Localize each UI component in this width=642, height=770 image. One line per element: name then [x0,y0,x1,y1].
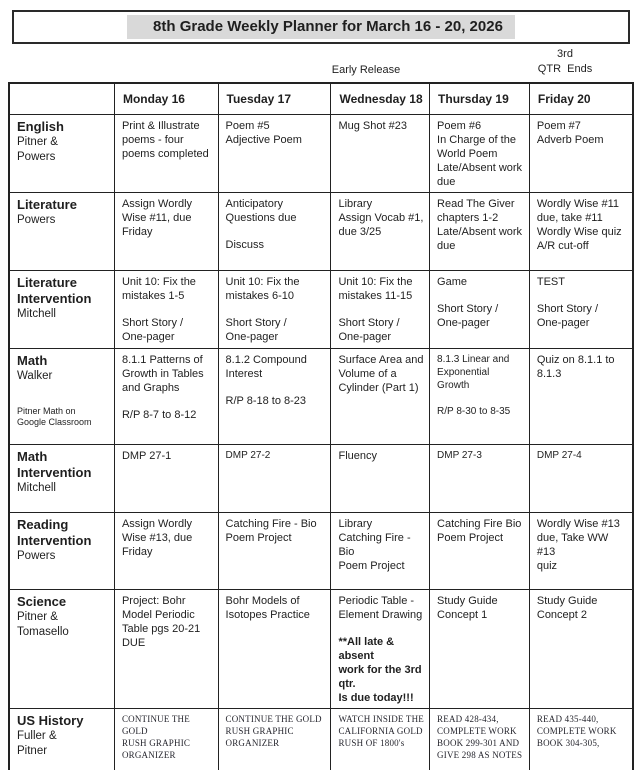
table-row [9,193,633,271]
cell-line: Study Guide [437,595,498,607]
table-row [9,513,633,590]
cell-line: Short Story / [225,317,287,329]
cell-line: 8.1.2 Compound [225,354,307,366]
cell-line: Library [338,518,373,530]
cell-line: Catching Fire Bio [437,518,522,530]
cell-line: quiz [536,560,558,572]
cell-line: due 3/25 [338,226,382,238]
cell-line: 8.1.1 Patterns of [121,354,203,366]
teacher-name: Pitner & [17,136,58,148]
table-cell [114,271,218,349]
cell-line: Concept 1 [437,609,488,621]
table-cell [529,445,633,513]
cell-line: Short Story / [536,303,599,315]
cell-line: R/P 8-7 to 8-12 [121,409,197,421]
cell-line: Poem Project [437,532,504,544]
cell-line: Questions due [225,212,297,224]
cell-emphasis-line: **All late & absent [338,636,395,662]
teacher-name: Mitchell [17,482,56,494]
subject-cell [9,445,114,513]
table-cell [114,590,218,709]
cell-line: BOOK 299-301 AND [437,738,520,748]
cell-emphasis-line: work for the 3rd qtr. [338,664,422,690]
teacher-name: Walker [17,370,53,382]
table-cell [114,709,218,770]
table-header [9,83,633,115]
table-cell [430,709,530,770]
table-cell [331,115,430,193]
cell-line: One-pager [536,317,590,329]
cell-line: ORGANIZER [121,750,176,760]
cell-line: due [437,240,456,252]
day-header: Monday 16 [114,83,218,115]
page-title: 8th Grade Weekly Planner for March 16 - 20, 2026 [127,15,515,39]
classroom-note [17,406,109,428]
cell-line: due [437,176,456,188]
cell-line: Wordly Wise quiz [536,226,622,238]
classroom-note-line: Google Classroom [17,417,92,427]
cell-line: One-pager [437,317,490,329]
table-row [9,349,633,445]
subject-cell [9,590,114,709]
table-cell [529,193,633,271]
cell-line: 8.1.3 Linear and [437,354,510,365]
cell-line: Print & Illustrate [121,120,200,132]
cell-line: Table pgs 20-21 [121,623,201,635]
cell-line: Periodic Table - [338,595,415,607]
cell-line: Unit 10: Fix the [338,276,413,288]
planner-table [8,82,634,770]
table-cell [218,513,331,590]
line-spacer [226,225,326,238]
cell-line: Quiz on 8.1.1 to [536,354,615,366]
subject-cell [9,271,114,349]
cell-line: Wise #13, due [121,532,193,544]
cell-line: Poem Project [225,532,292,544]
table-cell [430,193,530,271]
cell-line: Cylinder (Part 1) [338,382,419,394]
table-cell [114,445,218,513]
cell-line: and Graphs [121,382,180,394]
cell-line: 8.1.3 [536,368,562,380]
cell-line: Interest [225,368,263,380]
table-cell [430,590,530,709]
cell-line: Adverb Poem [536,134,604,146]
line-spacer [122,303,213,316]
cell-line: Read The Giver [437,198,515,210]
teacher-name: Pitner & [17,611,58,623]
qtr-ends-line2: QTR Ends [537,63,593,75]
cell-line: Exponential Growth [437,367,490,391]
cell-line: Project: Bohr [121,595,186,607]
teacher-name: Powers [17,214,56,226]
teacher-name: Powers [17,151,56,163]
line-spacer [338,303,424,316]
cell-line: Concept 2 [536,609,588,621]
cell-line: Model Periodic [121,609,195,621]
cell-line: A/R cut-off [536,240,589,252]
cell-line: CONTINUE THE GOLD [121,714,190,736]
subject-cell [9,115,114,193]
table-cell [529,590,633,709]
cell-line: R/P 8-30 to 8-35 [437,406,511,417]
cell-line: Late/Absent work [437,226,523,238]
table-cell [529,115,633,193]
teacher-name: Fuller & [17,730,57,742]
cell-line: poems - four [121,134,184,146]
table-row [9,271,633,349]
cell-line: Bohr Models of [225,595,300,607]
cell-line: DMP 27-2 [225,450,271,461]
cell-line: due, take #11 [536,212,603,224]
subject-label: Science [17,594,67,609]
cell-line: Late/Absent work [437,162,523,174]
cell-line: Poem Project [338,560,405,572]
cell-line: WATCH INSIDE THE [338,714,424,724]
cell-line: Assign Vocab #1, [338,212,424,224]
table-row [9,590,633,709]
cell-line: poems completed [121,148,209,160]
subject-label: Math Intervention [17,449,92,480]
subject-cell [9,193,114,271]
table-row [9,709,633,770]
cell-line: One-pager [225,331,279,343]
cell-line: Assign Wordly [121,518,193,530]
line-spacer [338,622,424,635]
early-release-note: Early Release [331,64,401,76]
line-spacer [437,392,524,405]
table-cell [218,590,331,709]
table-cell [114,193,218,271]
cell-line: Catching Fire - Bio [225,518,317,530]
header-row [9,83,633,115]
cell-line: TEST [536,276,565,288]
table-cell [114,513,218,590]
table-cell [331,193,430,271]
cell-line: Growth in Tables [121,368,204,380]
table-body [9,115,633,770]
table-cell [331,445,430,513]
cell-line: R/P 8-18 to 8-23 [225,395,307,407]
cell-line: DMP 27-3 [437,450,482,461]
table-cell [114,349,218,445]
classroom-note-line: Pitner Math on [17,406,76,416]
table-cell [218,115,331,193]
cell-line: Surface Area and [338,354,424,366]
cell-line: chapters 1-2 [437,212,499,224]
cell-line: BOOK 304-305, [536,738,600,748]
cell-line: Poem #6 [437,120,482,132]
cell-line: Unit 10: Fix the [121,276,196,288]
cell-line: DUE [121,637,146,649]
qtr-ends-note [515,47,615,77]
cell-line: due, Take WW #13 [536,532,609,558]
table-cell [529,709,633,770]
table-cell [331,590,430,709]
table-cell [218,271,331,349]
cell-line: Library [338,198,373,210]
cell-line: Game [437,276,468,288]
cell-line: RUSH GRAPHIC [121,738,191,748]
cell-line: Element Drawing [338,609,423,621]
table-cell [331,349,430,445]
cell-line: DMP 27-4 [536,450,582,461]
subject-label: Math [17,353,48,368]
cell-line: In Charge of the [437,134,516,146]
cell-line: COMPLETE WORK [437,726,517,736]
cell-line: Adjective Poem [225,134,302,146]
table-cell [331,271,430,349]
table-cell [218,445,331,513]
cell-line: Unit 10: Fix the [225,276,300,288]
cell-line: Poem #5 [225,120,270,132]
cell-line: Volume of a [338,368,397,380]
day-header: Friday 20 [529,83,633,115]
table-cell [430,349,530,445]
table-cell [529,349,633,445]
cell-line: Wordly Wise #13 [536,518,620,530]
cell-line: Catching Fire - Bio [338,532,411,558]
cell-line: DMP 27-1 [121,450,172,462]
table-cell [529,271,633,349]
cell-line: mistakes 11-15 [338,290,413,302]
table-row [9,115,633,193]
subject-label: Reading Intervention [17,517,92,548]
cell-line: READ 428-434, [437,714,499,724]
cell-line: Wordly Wise #11 [536,198,619,210]
line-spacer [122,395,213,408]
line-spacer [226,381,326,394]
cell-line: One-pager [338,331,392,343]
cell-line: GIVE 298 AS NOTES [437,750,523,760]
cell-line: Friday [121,546,153,558]
cell-line: World Poem [437,148,498,160]
line-spacer [537,289,627,302]
teacher-name: Mitchell [17,308,56,320]
cell-line: CALIFORNIA GOLD [338,726,423,736]
cell-line: Short Story / [121,317,184,329]
line-spacer [437,289,524,302]
table-cell [114,115,218,193]
subject-label: Literature [17,197,77,212]
subject-cell [9,709,114,770]
cell-line: Assign Wordly [121,198,193,210]
table-cell [430,513,530,590]
cell-line: READ 435-440, [536,714,599,724]
subject-label: English [17,119,64,134]
cell-line: Study Guide [536,595,598,607]
cell-line: RUSH OF 1800's [338,738,405,748]
cell-line: Friday [121,226,153,238]
teacher-name: Pitner [17,745,48,757]
cell-line: CONTINUE THE GOLD [225,714,322,724]
cell-line: Fluency [338,450,377,462]
title-box [12,10,630,44]
subject-cell [9,513,114,590]
table-cell [218,349,331,445]
cell-line: One-pager [121,331,175,343]
day-header: Thursday 19 [430,83,530,115]
cell-line: Short Story / [338,317,400,329]
teacher-name: Tomasello [17,626,69,638]
subject-cell [9,349,114,445]
day-header: Wednesday 18 [331,83,430,115]
table-cell [430,271,530,349]
cell-line: Mug Shot #23 [338,120,407,132]
table-cell [430,115,530,193]
day-header: Tuesday 17 [218,83,331,115]
cell-line: Poem #7 [536,120,581,132]
cell-line: Discuss [225,239,265,251]
cell-line: ORGANIZER [225,738,280,748]
subject-label: Literature Intervention [17,275,92,306]
cell-line: RUSH GRAPHIC [225,726,294,736]
cell-line: Short Story / [437,303,499,315]
table-cell [430,445,530,513]
cell-line: Anticipatory [225,198,284,210]
cell-line: mistakes 6-10 [225,290,295,302]
cell-line: Isotopes Practice [225,609,310,621]
subject-label: US History [17,713,84,728]
table-cell [218,709,331,770]
cell-line: Wise #11, due [121,212,192,224]
cell-line: COMPLETE WORK [536,726,617,736]
table-cell [529,513,633,590]
table-cell [331,513,430,590]
teacher-name: Powers [17,550,56,562]
corner-header-cell [9,83,114,115]
cell-line: mistakes 1-5 [121,290,185,302]
table-cell [218,193,331,271]
line-spacer [226,303,326,316]
table-cell [331,709,430,770]
qtr-ends-line1: 3rd [557,48,573,60]
table-row [9,445,633,513]
cell-emphasis-line: Is due today!!! [338,692,414,704]
